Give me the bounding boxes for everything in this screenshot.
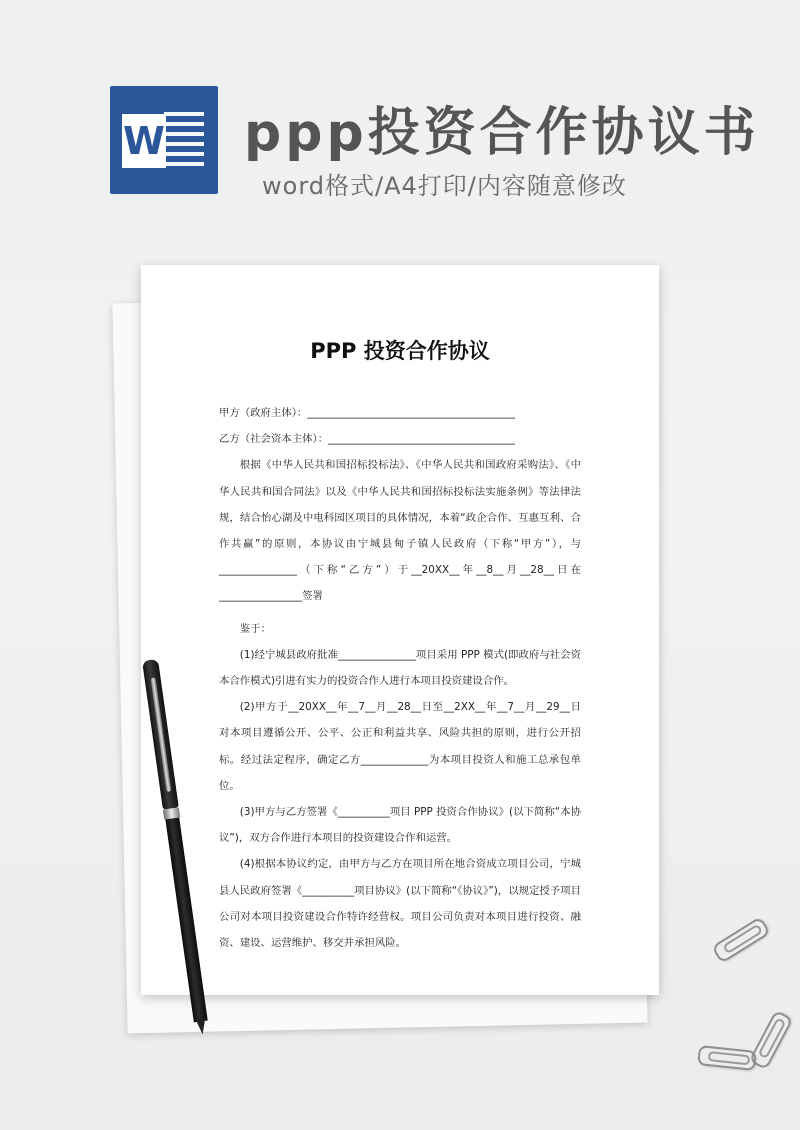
clause-3: (3)甲方与乙方签署《__________项目 PPP 投资合作协议》(以下简称“本协议”)，双方合作进行本项目的投资建设合作和运营。 bbox=[219, 806, 581, 845]
clause-1: (1)经宁城县政府批准_______________项目采用 PPP 模式(即政府与社会资本合作模式)引进有实力的投资合作人进行本项目投资建设合作。 bbox=[219, 648, 581, 688]
party-a-line: 甲方（政府主体）：________________________________________ bbox=[219, 407, 516, 419]
document-body bbox=[219, 400, 581, 956]
document-title: PPP 投资合作协议 bbox=[310, 339, 490, 363]
document-page bbox=[141, 265, 659, 995]
whereas-heading: 鉴于： bbox=[239, 622, 271, 635]
word-letter-icon: W bbox=[122, 114, 166, 168]
clause-4: (4)根据本协议约定，由甲方与乙方在项目所在地合资成立项目公司，宁城县人民政府签署《__________项目协议》(以下简称“《协议》”)，以规定授予项目公司对本项目投资建设合作特许经营权。项目公司负责对本项目进行投资、融资、建设、运营维护、移交并承担风险。 bbox=[219, 858, 581, 950]
document-lines-icon bbox=[164, 112, 204, 172]
banner-title: ppp投资合作协议书 bbox=[244, 103, 760, 163]
clause-2: (2)甲方于__20XX__年__7__月__28__日至__2XX__年__7__月__29__日对本项目遵循公开、公平、公正和利益共享、风险共担的原则，进行公开招标。经过法定程序，确定乙方_____________为本项目投资人和施工总承包单位。 bbox=[219, 701, 581, 792]
paperclip-icon bbox=[697, 1045, 757, 1071]
banner-subtitle: word格式/A4打印/内容随意修改 bbox=[262, 172, 627, 200]
word-app-icon bbox=[110, 86, 218, 194]
paperclip-icon bbox=[711, 916, 771, 964]
preamble-paragraph: 根据《中华人民共和国招标投标法》、《中华人民共和国政府采购法》、《中华人民共和国合同法》以及《中华人民共和国招标投标法实施条例》等法律法规，结合怡心湖及中电科园区项目的具体情况，本着“政企合作、互惠互利、合作共赢”的原则，本协议由宁城县甸子镇人民政府（下称“甲方”），与_______________（下称“乙方”）于__20XX__年__8__月__28__日在________________签署 bbox=[219, 459, 581, 603]
party-b-line: 乙方（社会资本主体）：____________________________________ bbox=[219, 433, 516, 446]
